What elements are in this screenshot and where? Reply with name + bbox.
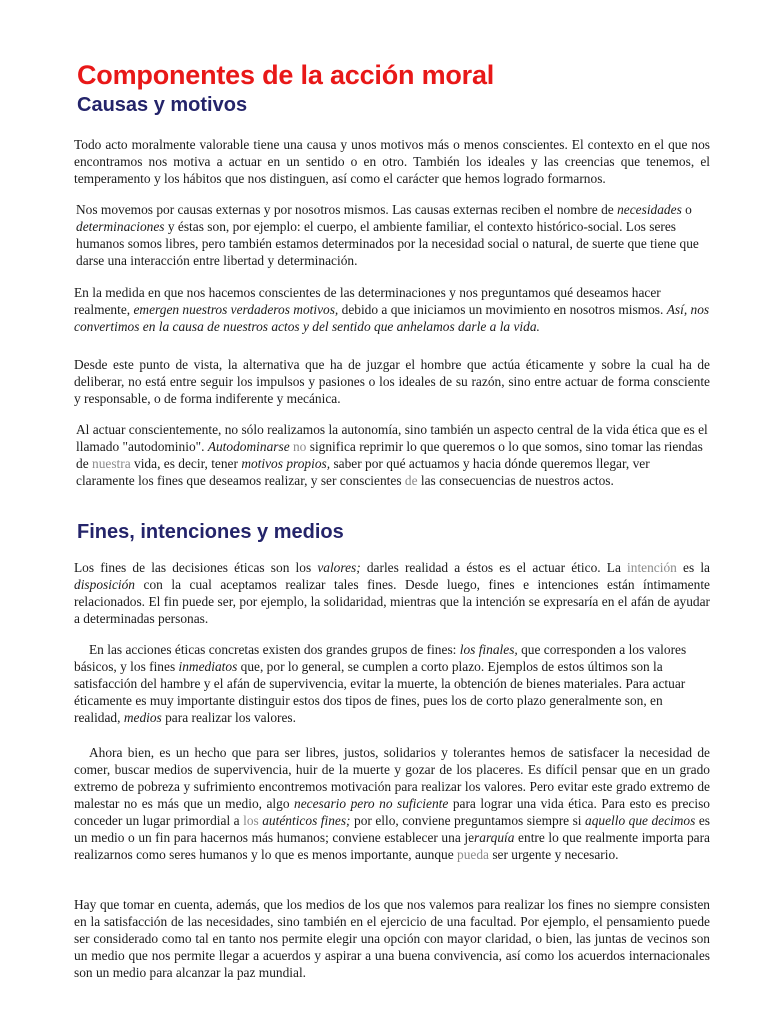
term-jerarquia: rarquía bbox=[474, 830, 515, 845]
paragraph-fines-2: En las acciones éticas concretas existen dos grandes grupos de fines: los finales, que corresponden a los valores básicos, y los fines inmediatos que, por lo general, se cumplen a corto plazo. Ejemplos de estos últimos son la satisfacción del hambre y el afán de supervivencia, evitar la muerte, la obtención de bienes materiales. Para actuar éticamente es muy importante distinguir estos dos tipos de fines, pues los de corto plazo generalmente son, en realidad, medios para realizar los valores. bbox=[74, 642, 687, 725]
term-motivos-propios: motivos propios, bbox=[241, 456, 331, 471]
paragraph-causas-2: Nos movemos por causas externas y por nosotros mismos. Las causas externas reciben el nombre de necesidades o determinaciones y éstas son, por ejemplo: el cuerpo, el ambiente familiar, el contexto histórico-social. Los seres humanos somos libres, pero también estamos determinados por la necesidad social o natural, de suerte que tiene que darse una interacción entre libertad y determinación. bbox=[76, 202, 699, 268]
emphasis-necesario: necesario pero no suficiente bbox=[294, 796, 449, 811]
section-heading-fines: Fines, intenciones y medios bbox=[77, 521, 344, 543]
paragraph-fines-1: Los fines de las decisiones éticas son los valores; darles realidad a éstos es el actuar ético. La intención es la disposición con la cual aceptamos realizar tales fines. Desde luego, fines e intenciones están íntimamente relacionados. El fin puede ser, por ejemplo, la solidaridad, mientras que la intención se expresaría en el afán de ayudar a determinadas personas. bbox=[74, 560, 710, 626]
emphasis-causa-actos: Así, nos convertimos en la causa de nuestros actos y del sentido que anhelamos darle a la vida. bbox=[74, 302, 710, 334]
section-heading-causas: Causas y motivos bbox=[77, 94, 248, 116]
term-determinaciones: determinaciones bbox=[76, 219, 165, 234]
term-autodominarse: Autodominarse bbox=[207, 439, 290, 454]
emphasis-aquello-que-decimos: aquello que decimos bbox=[585, 813, 696, 828]
term-intencion: intención bbox=[627, 560, 677, 575]
term-valores: valores; bbox=[317, 560, 361, 575]
paragraph-causas-4: Desde este punto de vista, la alternativa que ha de juzgar el hombre que actúa éticamente y sobre la cual ha de deliberar, no está entre seguir los impulsos y pasiones o los ideales de su razón, sino entre actuar de forma consciente y responsable, o de forma indiferente y mecánica. bbox=[74, 357, 710, 406]
paragraph-fines-4: Hay que tomar en cuenta, además, que los medios de los que nos valemos para realizar los fines no siempre consisten en la satisfacción de las necesidades, sino también en el ejercicio de una facultad. Por ejemplo, el pensamiento puede ser considerado como tal en tanto nos permite elegir una opción con mayor claridad, o bien, las juntas de vecinos son un medio que nos permite llegar a acuerdos y aspirar a una buena convivencia, así como los acuerdos internacionales son un medio para alcanzar la paz mundial. bbox=[74, 897, 710, 980]
paragraph-causas-5: Al actuar conscientemente, no sólo realizamos la autonomía, sino también un aspecto central de la vida ética que es el llamado "autodominio". Autodominarse no significa reprimir lo que queremos o lo que somos, sino tomar las riendas de nuestra vida, es decir, tener motivos propios, saber por qué actuamos y hacia dónde queremos llegar, ver claramente los fines que deseamos realizar, y ser conscientes de las consecuencias de nuestros actos. bbox=[76, 422, 708, 488]
page-title: Componentes de la acción moral bbox=[77, 60, 495, 90]
paragraph-causas-3: En la medida en que nos hacemos conscientes de las determinaciones y nos preguntamos qué deseamos hacer realmente, emergen nuestros verdaderos motivos, debido a que iniciamos un movimiento en nosotros mismos. Así, nos convertimos en la causa de nuestros actos y del sentido que anhelamos darle a la vida. bbox=[74, 285, 710, 334]
term-inmediatos: inmediatos bbox=[178, 659, 238, 674]
emphasis-motivos: emergen nuestros verdaderos motivos, bbox=[133, 302, 339, 317]
term-los-finales: los finales, bbox=[459, 642, 518, 657]
term-necesidades: necesidades bbox=[617, 202, 682, 217]
paragraph-fines-3: Ahora bien, es un hecho que para ser libres, justos, solidarios y tolerantes hemos de satisfacer la necesidad de comer, buscar medios de supervivencia, huir de la muerte y gozar de los placeres. Es difícil pensar que en un grado extremo de pobreza y sufrimiento encontremos motivación para realizar los valores. Pero evitar este grado extremo de malestar no es más que un medio, algo necesario pero no suficiente para lograr una vida ética. Para esto es preciso conceder un lugar primordial a los auténticos fines; por ello, conviene preguntamos siempre si aquello que decimos es un medio o un fin para hacernos más humanos; conviene establecer una jerarquía entre lo que realmente importa para realizarnos como seres humanos y lo que es menos importante, aunque pueda ser urgente y necesario. bbox=[74, 745, 710, 862]
term-autenticos-fines: auténticos fines; bbox=[262, 813, 351, 828]
paragraph-causas-1: Todo acto moralmente valorable tiene una causa y unos motivos más o menos conscientes. El contexto en el que nos encontramos nos motiva a actuar en un sentido o en otro. También los ideales y las creencias que tenemos, el temperamento y los hábitos que nos distinguen, así como el carácter que hemos logrado formarnos. bbox=[74, 137, 710, 186]
term-medios: medios bbox=[123, 710, 162, 725]
term-disposicion: disposición bbox=[74, 577, 136, 592]
